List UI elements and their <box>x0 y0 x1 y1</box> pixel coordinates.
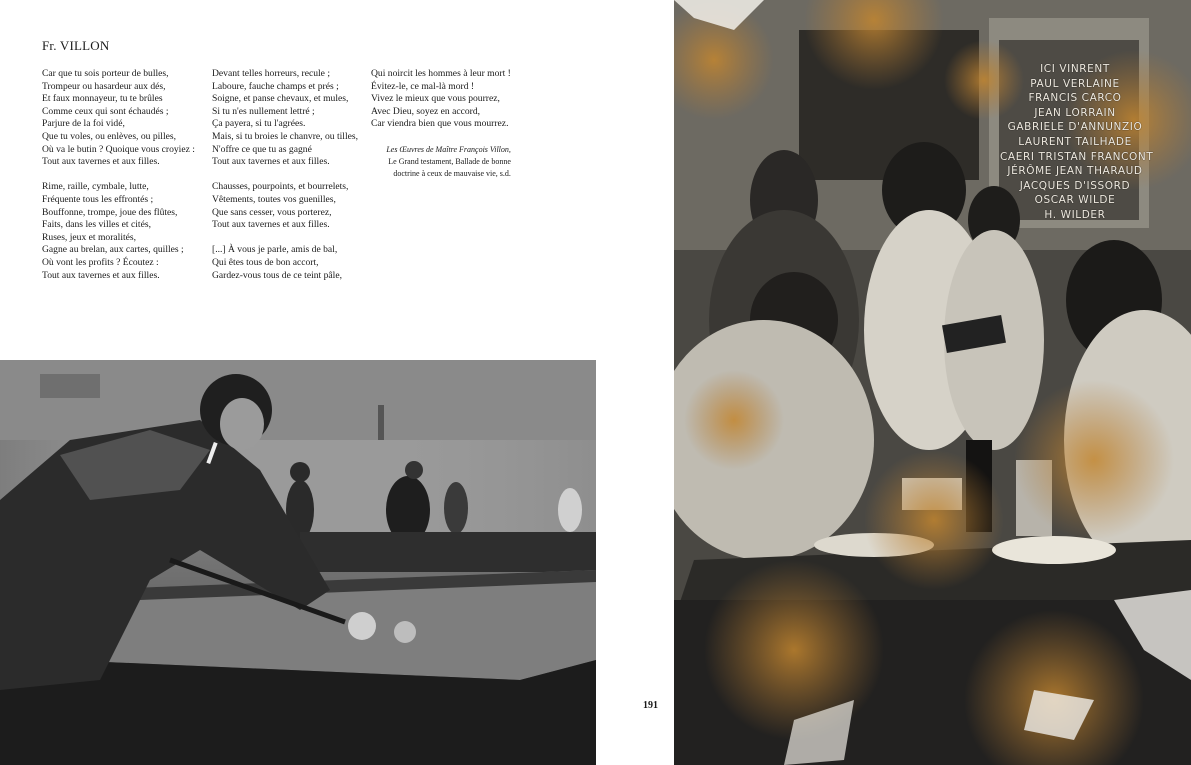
inscription-line: LAURENT TAILHADE <box>1018 135 1132 148</box>
poem-line: Car viendra bien que vous mourrez. <box>371 118 509 130</box>
poem-stanza <box>212 181 358 231</box>
poem-line: Tout aux tavernes et aux filles. <box>212 219 330 231</box>
poem-column-2 <box>212 68 358 295</box>
poem-line: Qui êtes tous de bon accort, <box>212 256 319 268</box>
poem-stanza <box>42 68 195 169</box>
poem-line: Où vont les profits ? Écoutez : <box>42 256 159 268</box>
billiards-photo-art <box>0 360 596 765</box>
poem-stanza <box>212 68 358 169</box>
poem-line: Soigne, et panse chevaux, et mules, <box>212 93 349 105</box>
inscription-line: GABRIELE D'ANNUNZIO <box>1007 121 1143 134</box>
inscription-line: JÉRÔME JEAN THARAUD <box>1007 165 1143 178</box>
poem-line: Avec Dieu, soyez en accord, <box>371 105 481 117</box>
poem-line: Faits, dans les villes et cités, <box>42 219 151 231</box>
poem-line: N'offre ce que tu as gagné <box>212 143 312 155</box>
inscription-line: PAUL VERLAINE <box>1030 77 1120 90</box>
poem-column-3 <box>371 68 511 180</box>
poem-line: Bouffonne, trompe, joue des flûtes, <box>42 206 178 218</box>
billiards-photo <box>0 360 596 765</box>
poem-column-1 <box>42 68 195 295</box>
poem-line: Tout aux tavernes et aux filles. <box>42 156 160 168</box>
poem-line: Vivez le mieux que vous pourrez, <box>371 93 500 105</box>
inscription-line: JEAN LORRAIN <box>1034 106 1116 119</box>
poem-line: Rime, raille, cymbale, lutte, <box>42 181 149 193</box>
poem-line: Laboure, fauche champs et prés ; <box>212 80 339 92</box>
poem-line: Trompeur ou hasardeur aux dés, <box>42 80 166 92</box>
poem-line: Mais, si tu broies le chanvre, ou tilles, <box>212 130 359 142</box>
poem-line: Que sans cesser, vous porterez, <box>212 206 332 218</box>
poem-line: Car que tu sois porteur de bulles, <box>42 68 169 79</box>
inscription-line: OSCAR WILDE <box>1034 194 1116 207</box>
inscription-line: JACQUES D'ISSORD <box>1019 179 1131 192</box>
poem-line: Gagne au brelan, aux cartes, quilles ; <box>42 244 184 256</box>
inscription-line: CAERI TRISTAN FRANCONT <box>1000 150 1154 163</box>
poem-line: Tout aux tavernes et aux filles. <box>42 269 160 281</box>
poem-line: Tout aux tavernes et aux filles. <box>212 156 330 168</box>
source-citation <box>371 144 511 180</box>
poem-line: Ça payera, si tu l'agrées. <box>212 118 306 130</box>
poem-line: Si tu n'es nullement lettré ; <box>212 105 315 117</box>
author-heading: Fr. VILLON <box>42 38 110 53</box>
poem-stanza <box>42 181 195 282</box>
poem-line: [...] À vous je parle, amis de bal, <box>212 244 338 256</box>
poem-line: Que tu voles, ou enlèves, ou pilles, <box>42 130 177 142</box>
poem-stanza <box>371 68 511 131</box>
poem-line: Comme ceux qui sont échaudés ; <box>42 105 169 117</box>
poem-line: Qui noircit les hommes à leur mort ! <box>371 68 511 79</box>
poem-line: Où va le butin ? Quoique vous croyiez : <box>42 143 195 155</box>
poem-line: Fréquente tous les effrontés ; <box>42 193 154 205</box>
poem-line: Chausses, pourpoints, et bourrelets, <box>212 181 349 193</box>
poem-stanza <box>212 244 358 282</box>
poem-line: Parjure de la foi vidé, <box>42 118 125 130</box>
poem-line: Évitez-le, ce mal-là mord ! <box>371 80 475 92</box>
poem-line: Gardez-vous tous de ce teint pâle, <box>212 269 342 281</box>
cafe-wall-inscription <box>1000 62 1154 223</box>
citation-title: Les Œuvres de Maître François Villon, <box>386 144 511 154</box>
poem-line: Et faux monnayeur, tu te brûles <box>42 93 163 105</box>
poem-line: Ruses, jeux et moralités, <box>42 231 137 243</box>
citation-line: Le Grand testament, Ballade de bonne <box>388 156 511 166</box>
poem-line: Devant telles horreurs, recule ; <box>212 68 331 79</box>
poem-line: Vêtements, toutes vos guenilles, <box>212 193 336 205</box>
inscription-line: FRANCIS CARCO <box>1028 92 1122 105</box>
citation-line: doctrine à ceux de mauvaise vie, s.d. <box>393 168 511 178</box>
inscription-line: ICI VINRENT <box>1040 63 1110 75</box>
inscription-line: H. WILDER <box>1044 208 1106 221</box>
page-number: 191 <box>643 700 658 711</box>
